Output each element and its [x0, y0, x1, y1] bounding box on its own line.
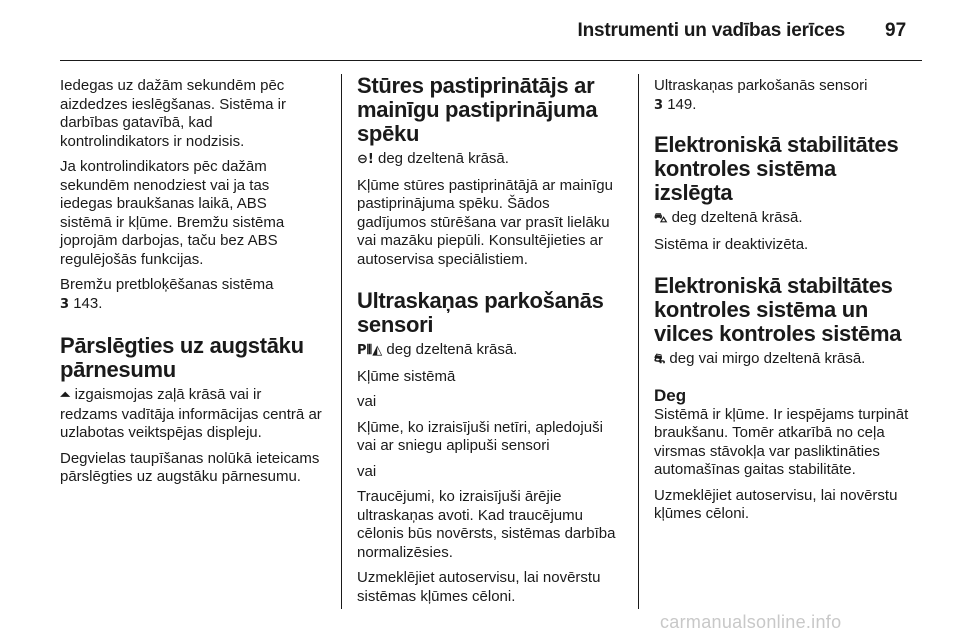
lit-subheading: Deg [654, 385, 687, 405]
esc-tc-icon: ⛐ [654, 352, 666, 367]
upshift-paragraph-2: Degvielas taupīšanas nolūkā ieteicams pārslēgties uz augstāku pārnesumu. [60, 449, 320, 485]
column-divider-left [341, 74, 342, 609]
parking-cross-reference [654, 77, 916, 115]
parking-or-1: vai [357, 393, 377, 410]
column-1 [60, 77, 322, 494]
esc-off-paragraph-2: Sistēma ir deaktivizēta. [654, 235, 809, 253]
esc-tc-heading: Elektroniskā stabiltātes kontroles sistēma un vilces kontroles sistēma [654, 273, 902, 346]
column-3 [654, 77, 916, 531]
parking-paragraph-1-text: deg dzeltenā krāsā. [386, 341, 518, 358]
abs-reference-page[interactable]: 143. [73, 294, 103, 312]
page-header [0, 0, 960, 62]
header-rule [60, 60, 922, 61]
parking-reference-page[interactable]: 149. [667, 95, 697, 113]
column-divider-right [638, 74, 639, 609]
upshift-paragraph-1 [60, 386, 322, 443]
steering-warning-icon: ⊖! [357, 152, 374, 167]
parking-paragraph-5: Uzmeklējiet autoservisu, lai novērstu sistēmas kļūmes cēloni. [357, 569, 601, 605]
abs-cross-reference [60, 276, 322, 314]
steering-paragraph-1-text: deg dzeltenā krāsā. [378, 150, 509, 167]
parking-sensor-icon: P⦀◭ [357, 343, 383, 358]
upshift-paragraph-1-text: izgaismojas zaļā krāsā vai ir redzams vadītāja informācijas centrā ar uzlabotas veiktspējas displeju. [60, 386, 322, 441]
esc-tc-paragraph-1 [654, 350, 916, 370]
esc-tc-paragraph-1-text: deg vai mirgo dzeltenā krāsā. [669, 350, 866, 367]
parking-paragraph-2: Kļūme sistēmā [357, 367, 456, 385]
lit-paragraph-1: Sistēmā ir kļūme. Ir iespējams turpināt braukšanu. Tomēr atkarībā no ceļa virsmas stāvokļa var pasliktināties automašīnas gaitas stabilitāte. [654, 405, 909, 478]
abs-paragraph-2: Ja kontrolindikators pēc dažām sekundēm nenodziest vai ja tas iedegas braukšanas laikā, ABS sistēmā ir kļūme. Bremžu sistēma joprojām darbojas, taču bez ABS regulējošās funkcijas. [60, 158, 285, 268]
reference-arrow-icon: 3 [654, 97, 664, 113]
esc-off-paragraph-1-text: deg dzeltenā krāsā. [671, 209, 803, 226]
parking-reference-text: Ultraskaņas parkošanās sensori [654, 77, 868, 94]
abs-reference-text: Bremžu pretbloķēšanas sistēma [60, 276, 274, 293]
steering-paragraph-1 [357, 150, 619, 170]
watermark: carmanualsonline.info [660, 612, 842, 632]
parking-sensors-heading: Ultraskaņas parkošanās sensori [357, 288, 604, 337]
column-2 [357, 73, 619, 613]
parking-paragraph-3: Kļūme, ko izraisījuši netīri, apledojuši vai ar sniegu aplipuši sensori [357, 418, 603, 454]
reference-arrow-icon: 3 [60, 296, 70, 312]
esc-off-icon: ⛍ [654, 211, 668, 226]
steering-paragraph-2: Kļūme stūres pastiprinātājā ar mainīgu pastiprinājuma spēku. Šādos gadījumos stūrēšana var prasīt lielāku vai mazāku piepūli. Konsultējieties ar autoservisa speciālistiem. [357, 176, 613, 268]
abs-paragraph-1: Iedegas uz dažām sekundēm pēc aizdedzes ieslēgšanas. Sistēma ir darbības gatavībā, kad kontrolindikators ir nodzisis. [60, 77, 286, 150]
page-number: 97 [885, 20, 907, 41]
parking-paragraph-1 [357, 341, 619, 361]
esc-off-paragraph-1 [654, 209, 916, 229]
upshift-arrow-icon: ⏶ [60, 388, 71, 403]
esc-off-heading: Elektroniskā stabilitātes kontroles sistēma izslēgta [654, 132, 899, 205]
parking-or-2: vai [357, 462, 377, 480]
upshift-heading: Pārslēgties uz augstāku pārnesumu [60, 333, 304, 382]
header-title: Instrumenti un vadības ierīces [577, 20, 845, 41]
steering-heading: Stūres pastiprinātājs ar mainīgu pastiprinājuma spēku [357, 73, 598, 146]
parking-paragraph-4: Traucējumi, ko izraisījuši ārējie ultraskaņas avoti. Kad traucējumu cēlonis būs novērsts, sistēmas darbība normalizēsies. [357, 488, 616, 561]
lit-paragraph-2: Uzmeklējiet autoservisu, lai novērstu kļūmes cēloni. [654, 486, 898, 522]
